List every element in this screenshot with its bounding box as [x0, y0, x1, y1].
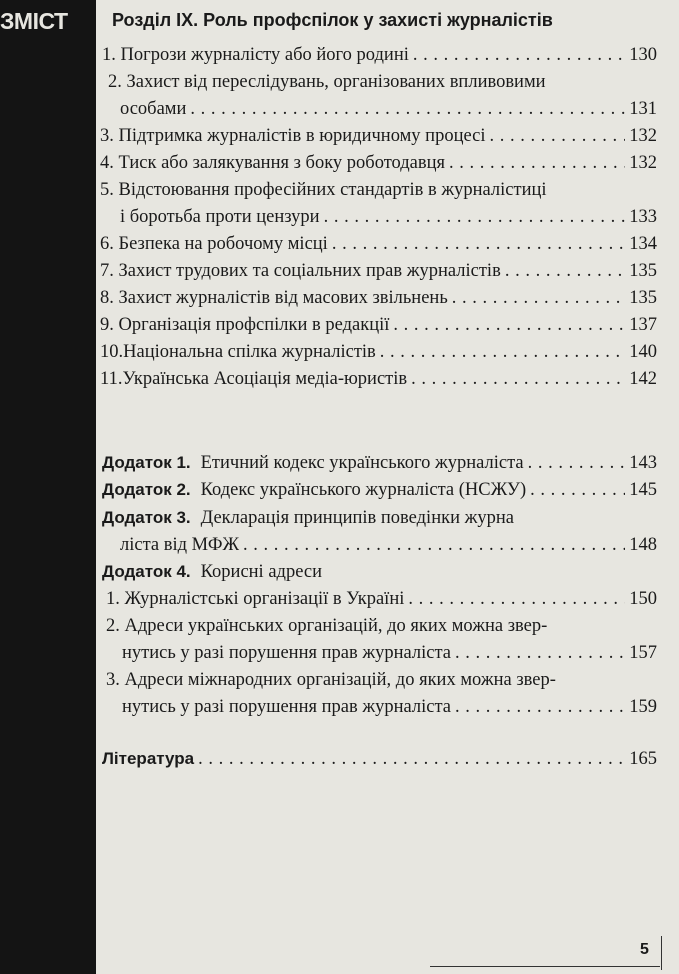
leader-dots [455, 696, 625, 718]
toc-entry[interactable] [100, 287, 657, 309]
toc-entry[interactable] [120, 206, 657, 228]
toc-entry-page: 142 [629, 369, 657, 389]
leader-dots [455, 642, 625, 664]
appendix-entry[interactable] [122, 642, 657, 664]
leader-dots [505, 260, 625, 282]
page-number: 5 [640, 941, 649, 958]
leader-dots [528, 452, 626, 474]
toc-entry-label: 1. Погрози журналісту або його родині [102, 45, 409, 65]
literature-page: 165 [629, 749, 657, 769]
leader-dots [490, 125, 626, 147]
appendix-page: 150 [629, 589, 657, 609]
leader-dots [190, 98, 625, 120]
toc-entry-label: 6. Безпека на робочому місці [100, 234, 328, 254]
appendix-entry[interactable] [102, 561, 322, 583]
toc-entry[interactable] [100, 260, 657, 282]
toc-entry-page: 132 [629, 153, 657, 173]
appendix-label: нутись у разі порушення прав журналіста [122, 697, 451, 717]
appendix-label: Кодекс українського журналіста (НСЖУ) [200, 480, 527, 500]
toc-entry-label: 3. Підтримка журналістів в юридичному процесі [100, 126, 486, 146]
appendix-page: 157 [629, 643, 657, 663]
leader-dots [393, 314, 625, 336]
page-edge-tick [661, 936, 662, 970]
literature-label: Література [102, 749, 195, 768]
leader-dots [411, 368, 625, 390]
leader-dots [408, 588, 625, 610]
appendix-label: 1. Журналістські організації в Україні [106, 589, 405, 609]
toc-entry-label: 2. Захист від переслідувань, організованих впливовими [108, 72, 546, 92]
toc-entry-label: 10.Національна спілка журналістів [100, 342, 376, 362]
toc-entry-page: 131 [629, 99, 657, 119]
toc-entry[interactable] [100, 341, 657, 363]
appendix-entry[interactable] [102, 479, 657, 501]
leader-dots [413, 44, 625, 66]
sidebar [0, 0, 96, 974]
leader-dots [324, 206, 626, 228]
section-title: Розділ IX. Роль профспілок у захисті журналістів [112, 10, 553, 30]
toc-entry[interactable] [120, 98, 657, 120]
appendix-entry[interactable] [122, 696, 657, 718]
toc-entry[interactable] [100, 368, 657, 390]
toc-entry-page: 137 [629, 315, 657, 335]
toc-entry[interactable] [102, 44, 657, 66]
toc-entry-page: 130 [629, 45, 657, 65]
leader-dots [530, 479, 625, 501]
toc-entry-label: 9. Організація профспілки в редакції [100, 315, 390, 335]
toc-entry-page: 132 [629, 126, 657, 146]
appendix-label: 2. Адреси українських організацій, до яких можна звер- [106, 616, 548, 636]
appendix-label: 3. Адреси міжнародних організацій, до яких можна звер- [106, 670, 556, 690]
appendix-entry[interactable] [102, 507, 514, 529]
leader-dots [452, 287, 625, 309]
appendix-entry[interactable] [102, 452, 657, 474]
toc-entry-page: 140 [629, 342, 657, 362]
appendix-entry[interactable] [120, 534, 657, 556]
appendix-label: Корисні адреси [200, 562, 322, 582]
toc-entry-label: 11.Українська Асоціація медіа-юристів [100, 369, 408, 389]
appendix-prefix: Додаток 1. [102, 453, 191, 472]
toc-entry-label: 7. Захист трудових та соціальних прав журналістів [100, 261, 501, 281]
toc-entry-page: 134 [629, 234, 657, 254]
toc-entry[interactable] [100, 233, 657, 255]
toc-entry-label: 5. Відстоювання професійних стандартів в журналістиці [100, 180, 547, 200]
leader-dots [449, 152, 625, 174]
appendix-prefix: Додаток 2. [102, 480, 191, 499]
appendix-page: 143 [629, 453, 657, 473]
footer-rule [430, 966, 660, 967]
appendix-label: нутись у разі порушення прав журналіста [122, 643, 451, 663]
leader-dots [243, 534, 625, 556]
appendix-prefix: Додаток 3. [102, 508, 191, 527]
toc-entry[interactable] [100, 125, 657, 147]
toc-entry-label: 8. Захист журналістів від масових звільнень [100, 288, 448, 308]
appendix-label: Декларація принципів поведінки журна [200, 508, 515, 528]
toc-entry-label: особами [120, 99, 187, 119]
toc-entry-label: і боротьба проти цензури [120, 207, 320, 227]
sidebar-label: ЗМІСТ [0, 8, 68, 34]
appendix-page: 145 [629, 480, 657, 500]
toc-entry-page: 133 [629, 207, 657, 227]
appendix-entry[interactable] [106, 588, 657, 610]
appendix-page: 148 [629, 535, 657, 555]
leader-dots [198, 748, 625, 770]
toc-entry[interactable] [100, 314, 657, 336]
appendix-label: Етичний кодекс українського журналіста [200, 453, 524, 473]
appendix-page: 159 [629, 697, 657, 717]
toc-entry-page: 135 [629, 261, 657, 281]
leader-dots [380, 341, 625, 363]
toc-entry[interactable] [100, 152, 657, 174]
toc-entry-page: 135 [629, 288, 657, 308]
appendix-prefix: Додаток 4. [102, 562, 191, 581]
leader-dots [332, 233, 625, 255]
literature-entry[interactable] [102, 748, 657, 770]
appendix-label: ліста від МФЖ [120, 535, 240, 555]
toc-entry-label: 4. Тиск або залякування з боку роботодавця [100, 153, 446, 173]
